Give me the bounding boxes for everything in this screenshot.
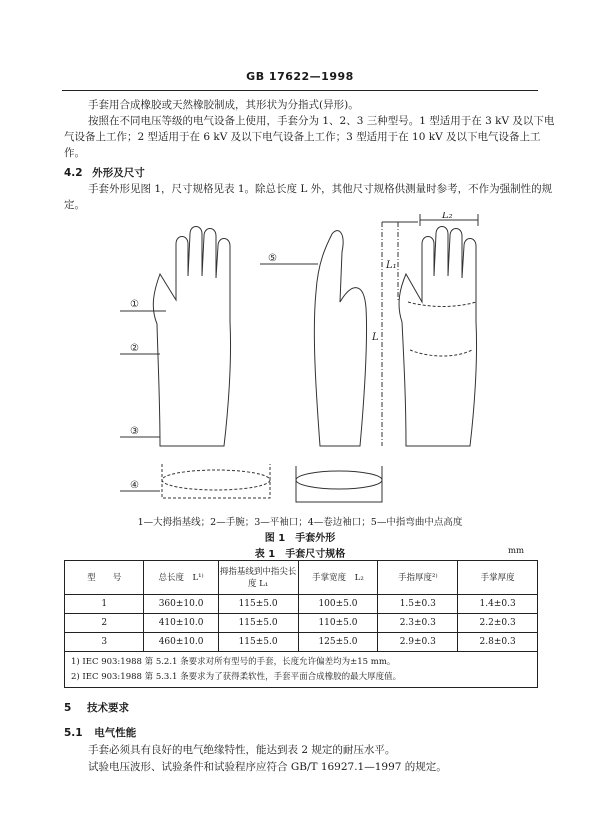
table-cell: 1.5±0.3 [378,595,458,614]
figure-legend: 1—大拇指基线；2—手腕；3—平袖口；4—卷边袖口；5—中指弯曲中点高度 [137,517,463,528]
table-row [65,595,538,614]
table-cell: 115±5.0 [218,614,298,633]
table-cell: 2.2±0.3 [458,614,538,633]
section-number: 5 [64,702,72,714]
table-note-2: 2) IEC 903:1988 第 5.3.1 条要求为了获得柔软性，手套平面合成橡胶的最大厚度值。 [71,671,402,682]
table-cell: 2.3±0.3 [378,614,458,633]
dim-L2: L₂ [442,212,453,221]
table-cell: 115±5.0 [218,633,298,652]
table-cell: 2.8±0.3 [458,633,538,652]
section-5-1-text-line2: 试验电压波形、试验条件和试验程序应符合 GB/T 16927.1—1997 的规定。 [88,761,447,773]
left-glove-cuff [162,464,270,498]
middle-glove-outline [314,231,366,446]
table-cell: 110±5.0 [298,614,378,633]
table-header-row [65,561,538,595]
paragraph-types-line3: 作。 [64,147,85,159]
paragraph-material: 手套用合成橡胶或天然橡胶制成，其形状为分指式(异形)。 [88,99,359,111]
dim-L: L [372,332,379,343]
header-rule [62,90,538,91]
marker-1: ① [130,299,139,310]
section-title: 电气性能 [94,727,137,739]
right-glove-palm-line [408,302,476,307]
section-4-2-text-line2: 定。 [64,199,85,211]
table-cell: 460±10.0 [144,633,218,652]
table-cell: 115±5.0 [218,595,298,614]
table-note-1: 1) IEC 903:1988 第 5.2.1 条要求对所有型号的手套，长度允许偏差均为±15 mm。 [71,656,396,667]
table-row [65,633,538,652]
section-5-1-text-line1: 手套必须具有良好的电气绝缘特性，能达到表 2 规定的耐压水平。 [88,744,396,756]
section-4-2-heading [64,165,145,180]
col-header: 手指厚度²⁾ [378,561,458,595]
table-cell: 3 [65,633,144,652]
table-cell: 410±10.0 [144,614,218,633]
table-cell: 100±5.0 [298,595,378,614]
paragraph-types-line1: 按照在不同电压等级的电气设备上使用，手套分为 1、2、3 三种型号。1 型适用于在 3 kV 及以下电 [88,115,555,127]
standard-code-header: GB 17622—1998 [246,70,354,83]
table-cell: 1.4±0.3 [458,595,538,614]
marker-4: ④ [130,480,139,491]
dim-L1: L₁ [386,260,397,271]
col-header: 总长度 L¹⁾ [144,561,218,595]
table-cell: 2 [65,614,144,633]
marker-5: ⑤ [268,253,277,264]
table-cell: 2.9±0.3 [378,633,458,652]
col-header: 手掌厚度 [458,561,538,595]
section-title: 技术要求 [86,702,129,714]
section-title: 外形及尺寸 [92,167,145,179]
section-5-heading [64,700,129,715]
left-glove-outline [153,227,230,447]
right-glove-wrist [410,350,472,356]
col-header: 型 号 [65,561,144,595]
table-cell: 125±5.0 [298,633,378,652]
col-header: 拇指基线到中指尖长度 L₁ [218,561,298,595]
section-5-1-heading [64,725,136,740]
table-cell: 360±10.0 [144,595,218,614]
right-glove-outline [399,227,477,447]
table-unit: mm [508,546,525,556]
marker-3: ③ [130,426,139,437]
table-cell: 1 [65,595,144,614]
paragraph-types-line2: 气设备上工作；2 型适用于在 6 kV 及以下电气设备上工作；3 型适用于在 10 kV 及以下电气设备上工 [64,131,541,143]
col-header: 手掌宽度 L₂ [298,561,378,595]
section-number: 4.2 [64,167,83,179]
section-4-2-text-line1: 手套外形见图 1，尺寸规格见表 1。除总长度 L 外，其他尺寸规格供测量时参考，不作为强制性的规 [88,183,553,195]
section-number: 5.1 [64,727,83,739]
glove-figure [120,212,500,512]
table-title: 表 1 手套尺寸规格 [254,549,346,560]
table-row [65,614,538,633]
glove-size-table [64,560,538,688]
table-notes-row [65,652,538,688]
marker-2: ② [130,343,139,354]
figure-caption: 图 1 手套外形 [264,533,336,544]
